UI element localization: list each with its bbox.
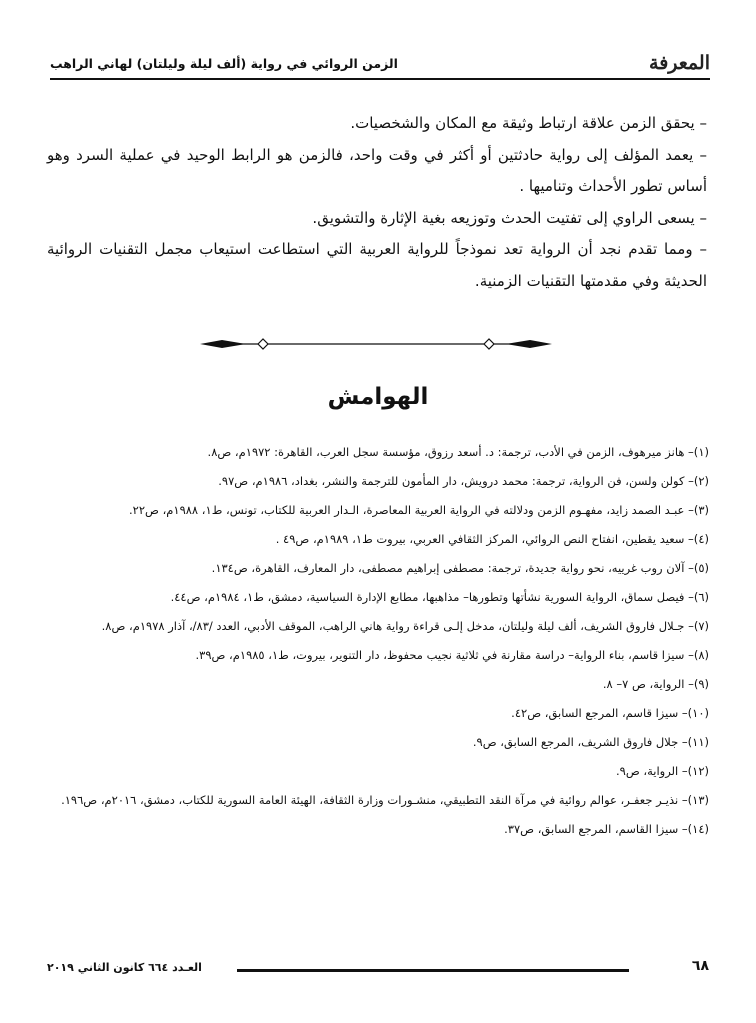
footer-rule bbox=[237, 969, 629, 972]
body-text bbox=[47, 108, 707, 297]
footnote: (٣)– عبـد الصمد زايد، مفهـوم الزمن ودلالته في الرواية العربية المعاصرة، الـدار العربية للكتاب، تونس، ط١، ١٩٨٨م، ص٢٢. bbox=[129, 503, 709, 517]
footnote: (٥)– آلان روب غرييه، نحو رواية جديدة، ترجمة: مصطفى إبراهيم مصطفى، دار المعارف، القاهرة، ص١٣٤. bbox=[211, 561, 709, 575]
footnote: (٧)– جـلال فاروق الشريف، ألف ليلة وليلتان، مدخل إلـى قراءة رواية هاني الراهب، الموقف الأدبي، العدد /٨٣/، آذار ١٩٧٨م، ص٨. bbox=[101, 619, 709, 633]
body-paragraph: – يسعى الراوي إلى تفتيت الحدث وتوزيعه بغية الإثارة والتشويق. bbox=[312, 208, 707, 227]
footnote: (٢)– كولن ولسن، فن الرواية، ترجمة: محمد درويش، دار المأمون للترجمة والنشر، بغداد، ١٩٨٦م، ص٩٧. bbox=[218, 474, 709, 488]
footnote: (١٣)– نذيـر جعفـر، عوالم روائية في مرآة النقد التطبيقي، منشـورات وزارة الثقافة، الهيئة العامة السورية للكتاب، دمشق، ٢٠١٦م، ص١٩٦. bbox=[61, 793, 709, 807]
running-title: الزمن الروائي في رواية (ألف ليلة وليلتان) لهاني الراهب bbox=[50, 56, 398, 71]
notes-heading: الهوامش bbox=[327, 384, 429, 410]
body-paragraph: – يحقق الزمن علاقة ارتباط وثيقة مع المكان والشخصيات. bbox=[350, 114, 707, 132]
footnote: (٦)– فيصل سماق، الرواية السورية نشأتها وتطورها– مذاهبها، مطابع الإدارة السياسية، دمشق، ط١، ١٩٨٤م، ص٤٤. bbox=[170, 590, 709, 604]
body-paragraph: – يعمد المؤلف إلى رواية حادثتين أو أكثر في وقت واحد، فالزمن هو الرابط الوحيد في عملية السرد وهو أساس تطور الأحداث وتناميها . bbox=[47, 145, 707, 195]
page-footer bbox=[47, 958, 709, 982]
footnote: (٨)– سيزا قاسم، بناء الرواية– دراسة مقارنة في ثلاثية نجيب محفوظ، دار التنوير، بيروت، ط١، ١٩٨٥م، ص٣٩. bbox=[195, 648, 709, 662]
body-paragraph: – ومما تقدم نجد أن الرواية تعد نموذجاً للرواية العربية التي استطاعت استيعاب مجمل التقنيات الروائية الحديثة وفي مقدمتها التقنيات الزمنية. bbox=[47, 240, 707, 290]
magazine-logo: المعرفة bbox=[649, 52, 710, 74]
page-number: ٦٨ bbox=[691, 958, 709, 974]
footnote: (٩)– الرواية، ص ٧– ٨. bbox=[602, 677, 709, 691]
page-header bbox=[50, 50, 710, 80]
footnote: (١٠)– سيزا قاسم، المرجع السابق، ص٤٢. bbox=[511, 706, 709, 720]
footnote: (٤)– سعيد يقطين، انفتاح النص الروائي، المركز الثقافي العربي، بيروت ط١، ١٩٨٩م، ص٤٩ . bbox=[275, 532, 709, 546]
issue-info: العـدد ٦٦٤ كانون الثاني ٢٠١٩ bbox=[47, 961, 202, 974]
footnote: (١١)– جلال فاروق الشريف، المرجع السابق، ص٩. bbox=[472, 735, 709, 749]
section-divider-ornament bbox=[200, 333, 552, 355]
footnote: (١٢)– الرواية، ص٩. bbox=[615, 764, 709, 778]
header-rule bbox=[50, 78, 710, 80]
footnote: (١)– هانز ميرهوف، الزمن في الأدب، ترجمة: د. أسعد رزوق، مؤسسة سجل العرب، القاهرة: ١٩٧٢م، ص٨. bbox=[207, 445, 709, 459]
footnotes-list bbox=[47, 438, 709, 844]
footnote: (١٤)– سيزا القاسم، المرجع السابق، ص٣٧. bbox=[504, 822, 709, 836]
